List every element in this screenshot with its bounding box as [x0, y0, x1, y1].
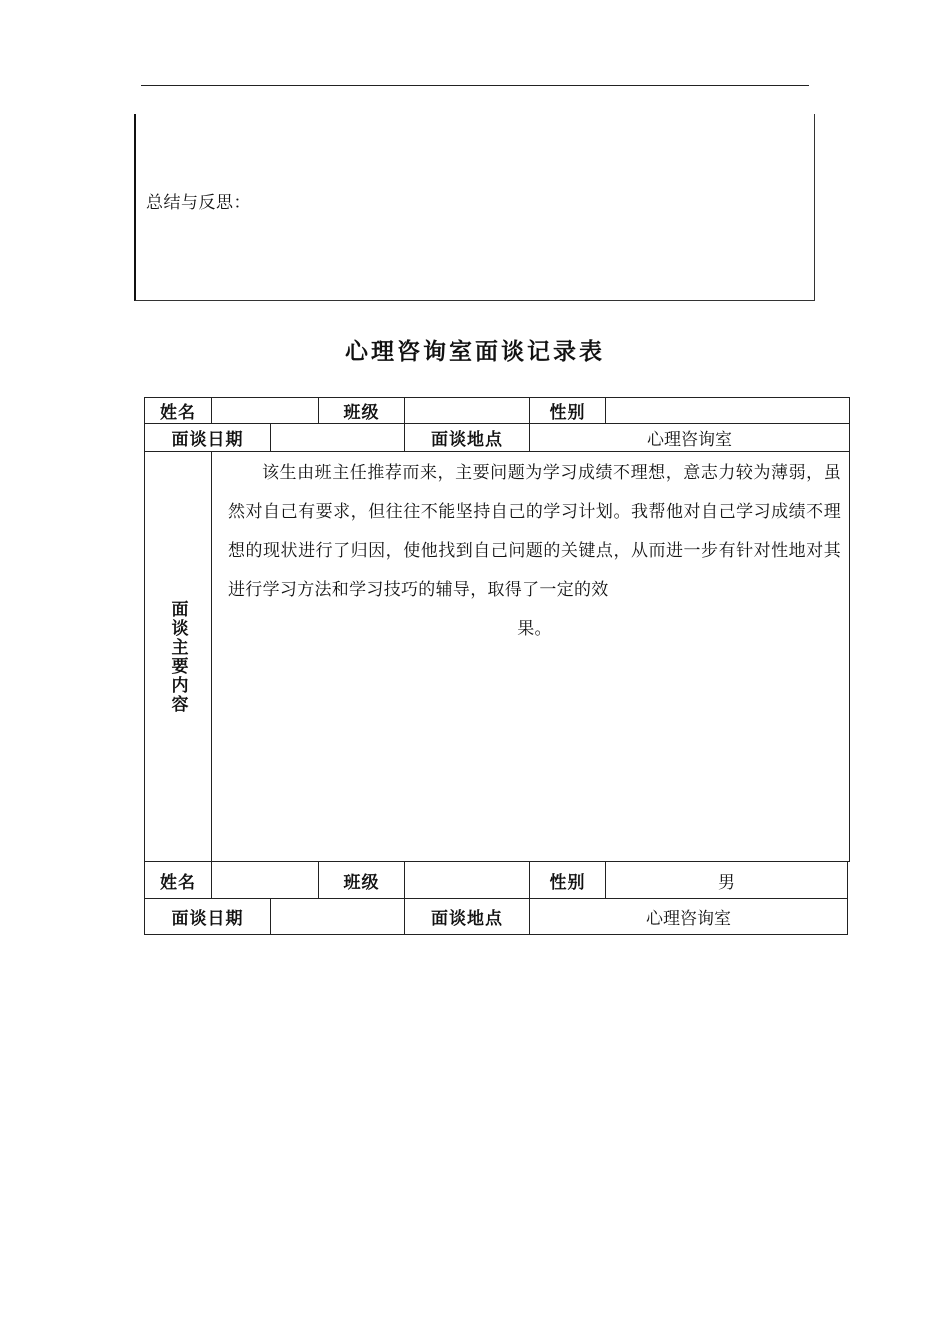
date-label-2: 面谈日期	[144, 898, 271, 935]
class-field-2	[404, 861, 530, 899]
class-label: 班级	[318, 397, 405, 424]
location-field-2: 心理咨询室	[529, 898, 848, 935]
content-label: 面谈主要内容	[144, 451, 212, 862]
date-field	[270, 423, 405, 452]
date-label: 面谈日期	[144, 423, 271, 452]
form-title: 心理咨询室面谈记录表	[345, 339, 605, 365]
content-paragraph-end: 果。	[517, 619, 552, 639]
date-field-2	[270, 898, 405, 935]
content-text	[212, 452, 849, 649]
gender-field-2: 男	[605, 861, 848, 899]
class-field	[404, 397, 530, 424]
gender-field	[605, 397, 850, 424]
name-label: 姓名	[144, 397, 212, 424]
location-field: 心理咨询室	[529, 423, 850, 452]
name-label-2: 姓名	[144, 861, 212, 899]
name-field	[211, 397, 319, 424]
content-cell	[211, 451, 850, 862]
location-label-2: 面谈地点	[404, 898, 530, 935]
content-paragraph: 该生由班主任推荐而来，主要问题为学习成绩不理想，意志力较为薄弱，虽然对自己有要求，但往往不能坚持自己的学习计划。我帮他对自己学习成绩不理想的现状进行了归因，使他找到自己问题的关键点，从而进一步有针对性地对其进行学习方法和学习技巧的辅导，取得了一定的效	[228, 463, 841, 600]
header-rule	[141, 85, 809, 86]
class-label-2: 班级	[318, 861, 405, 899]
name-field-2	[211, 861, 319, 899]
location-label: 面谈地点	[404, 423, 530, 452]
summary-label: 总结与反思：	[146, 193, 251, 213]
gender-label-2: 性别	[529, 861, 606, 899]
gender-label: 性别	[529, 397, 606, 424]
summary-box	[134, 114, 815, 301]
